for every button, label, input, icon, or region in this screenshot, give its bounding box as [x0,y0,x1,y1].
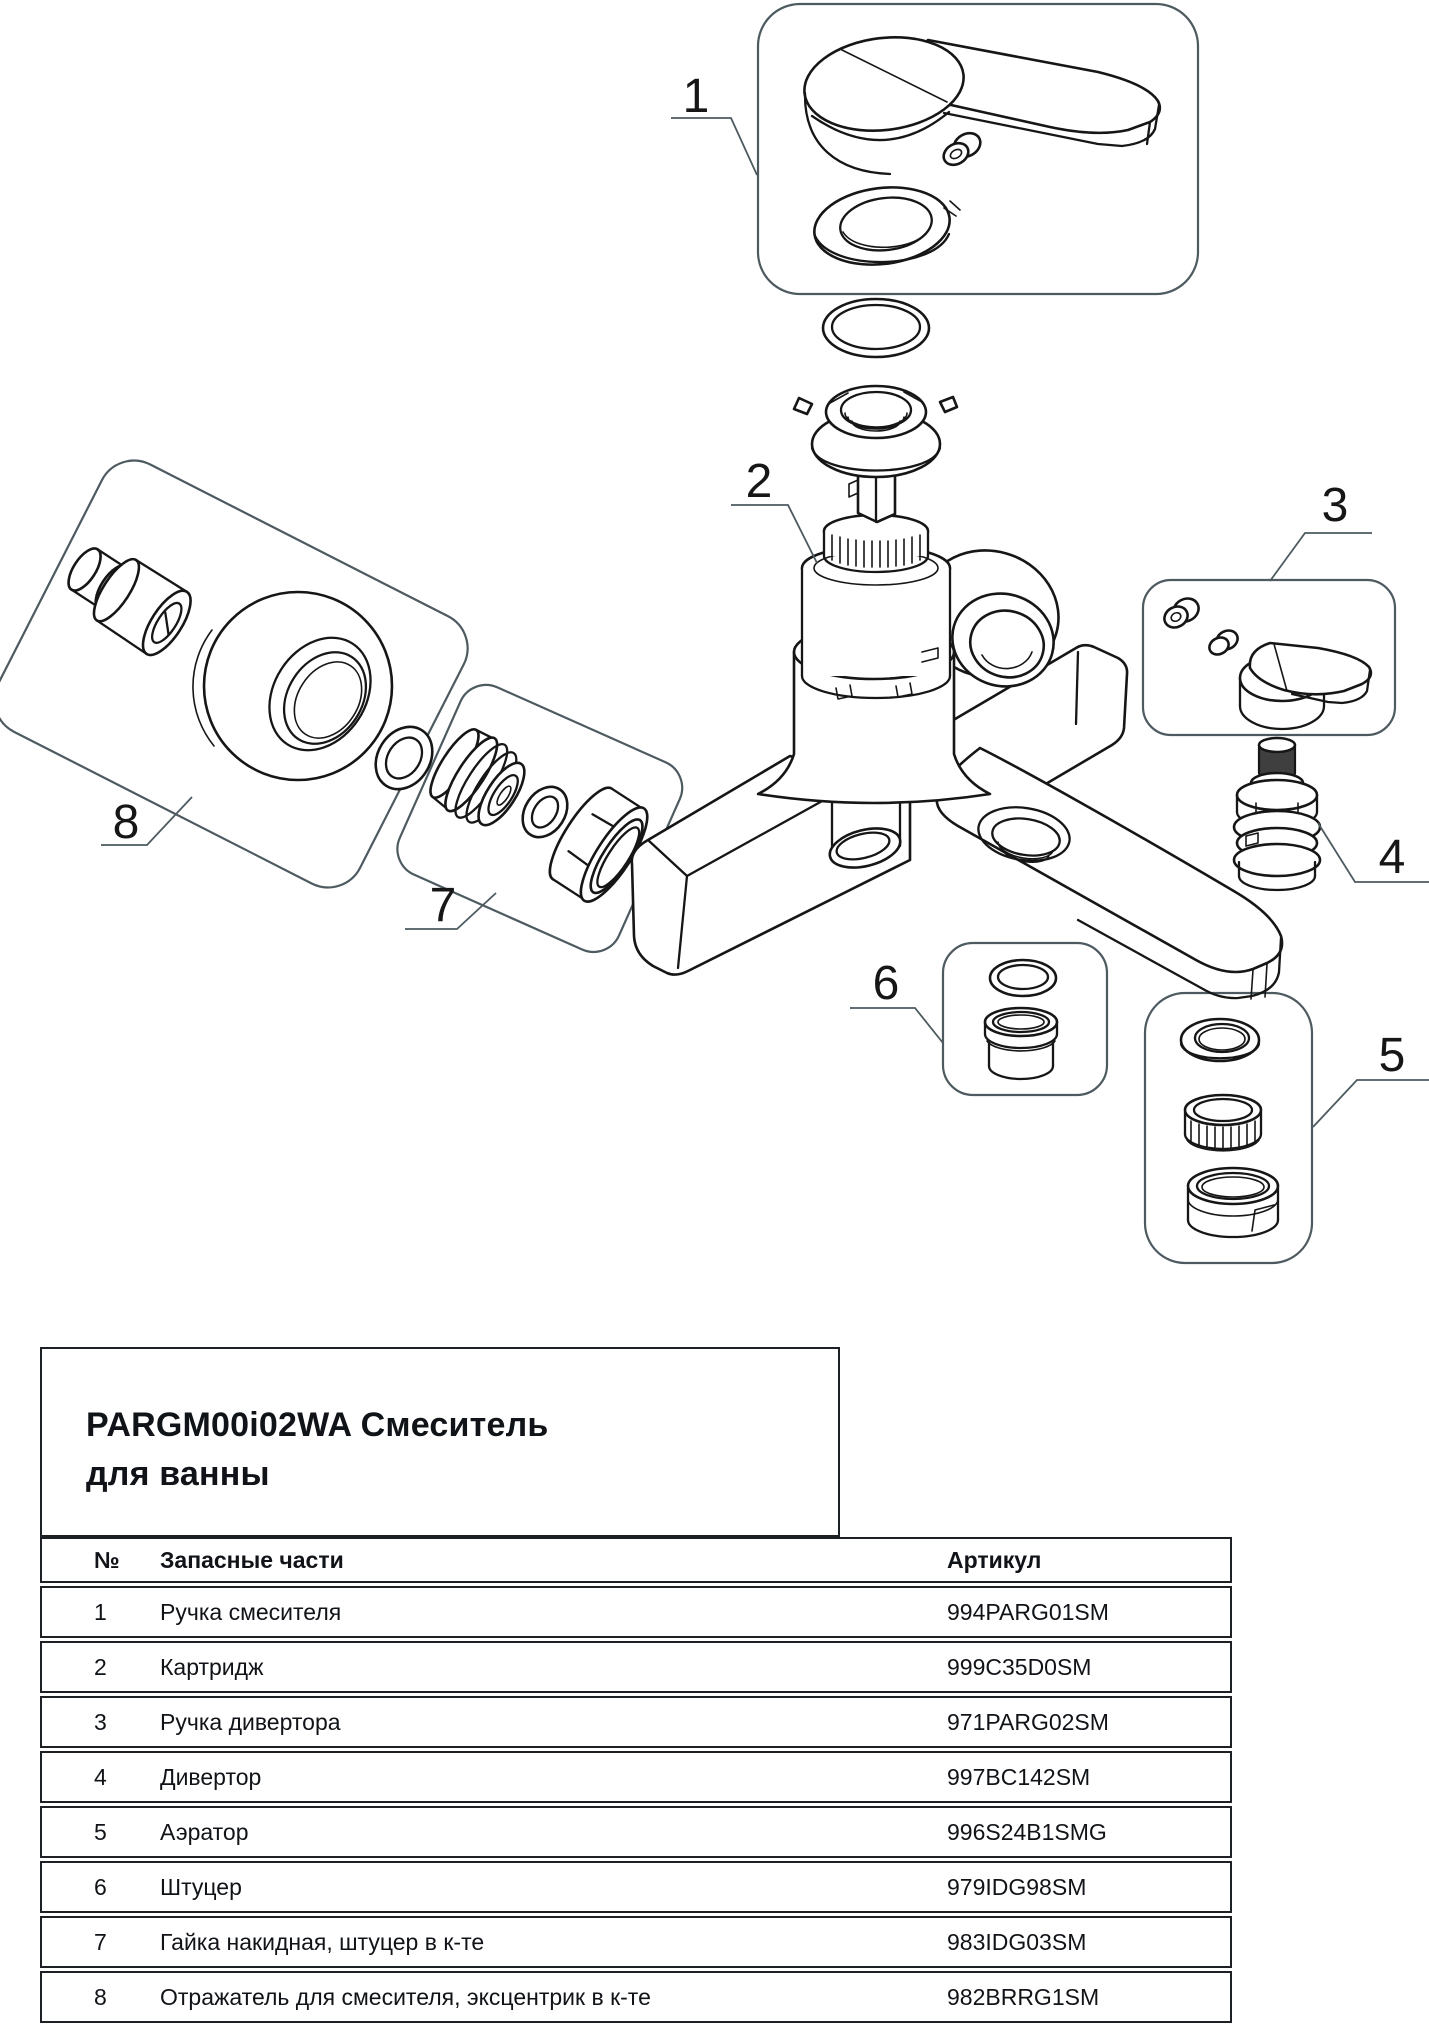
body-spout [937,748,1282,999]
cell-name: Аэратор [160,1818,249,1845]
cell-article: 999C35D0SM [947,1653,1092,1680]
table-row [40,1696,1232,1748]
callout-label-1: 1 [682,70,710,123]
cell-number: 6 [94,1873,107,1900]
leader-6 [850,1008,943,1043]
escutcheon-ring [193,592,392,780]
handle-screw [940,128,985,169]
callout-label-8: 8 [112,796,140,849]
cartridge-group [794,299,957,699]
cell-number: 3 [94,1708,107,1735]
product-title-plate [40,1347,840,1537]
leader-5 [1313,1080,1429,1127]
diverter-handle-group [1161,594,1371,729]
cell-name: Ручка смесителя [160,1598,342,1625]
aerator-shell [1188,1168,1278,1237]
tail-piece [421,721,537,838]
cell-article: 971PARG02SM [947,1708,1109,1735]
handle-group [799,29,1160,272]
aerator-group [1181,1019,1278,1237]
diverter-group [1234,738,1320,890]
cell-article: 997BC142SM [947,1763,1091,1790]
leader-3 [1270,533,1372,581]
cell-name: Штуцер [160,1873,242,1900]
table-row [40,1751,1232,1803]
leader-1 [671,118,757,175]
table-row [40,1916,1232,1968]
aerator-gasket [1181,1019,1259,1061]
nipple-group [985,960,1057,1079]
callout-label-7: 7 [429,879,457,932]
cell-number: 8 [94,1983,107,2010]
cartridge-nut [794,386,957,477]
cell-article: 996S24B1SMG [947,1818,1107,1845]
cell-name: Дивертор [160,1763,262,1790]
cell-number: 2 [94,1653,107,1680]
cell-article: 994PARG01SM [947,1598,1109,1625]
table-row [40,1586,1232,1638]
handle-trim-ring [810,180,960,272]
cell-article: 979IDG98SM [947,1873,1087,1900]
header-number: № [94,1546,120,1573]
parts-table [40,1537,1232,2023]
diverter-knob [1240,643,1371,729]
table-header-row [40,1537,1232,1583]
callout-label-6: 6 [872,957,900,1010]
callout-label-5: 5 [1378,1029,1406,1082]
cell-name: Гайка накидная, штуцер в к-те [160,1928,485,1955]
union-nut-group [421,721,658,910]
table-row [40,1971,1232,2023]
table-row [40,1806,1232,1858]
product-title: PARGM00i02WA Смеситель для ванны [86,1406,549,1493]
escutcheon-eccentric-group [55,532,444,799]
nipple [985,1008,1057,1079]
cell-number: 1 [94,1598,107,1625]
cell-article: 982BRRG1SM [947,1983,1100,2010]
cartridge-o-ring [823,299,929,357]
table-row [40,1861,1232,1913]
header-name: Запасные части [160,1546,344,1573]
callout-label-2: 2 [745,455,773,508]
callout-label-4: 4 [1378,831,1406,884]
cell-number: 5 [94,1818,107,1845]
header-article: Артикул [947,1546,1042,1573]
cell-name: Отражатель для смесителя, эксцентрик в к-те [160,1983,651,2010]
cell-article: 983IDG03SM [947,1928,1087,1955]
callout-label-3: 3 [1321,479,1349,532]
leader-2 [731,505,817,563]
cell-number: 4 [94,1763,107,1790]
table-row [40,1641,1232,1693]
leader-4 [1318,823,1429,882]
cell-name: Картридж [160,1653,264,1680]
cell-name: Ручка дивертора [160,1708,341,1735]
aerator-insert [1185,1095,1261,1151]
cell-number: 7 [94,1928,107,1955]
eccentric [55,532,199,662]
